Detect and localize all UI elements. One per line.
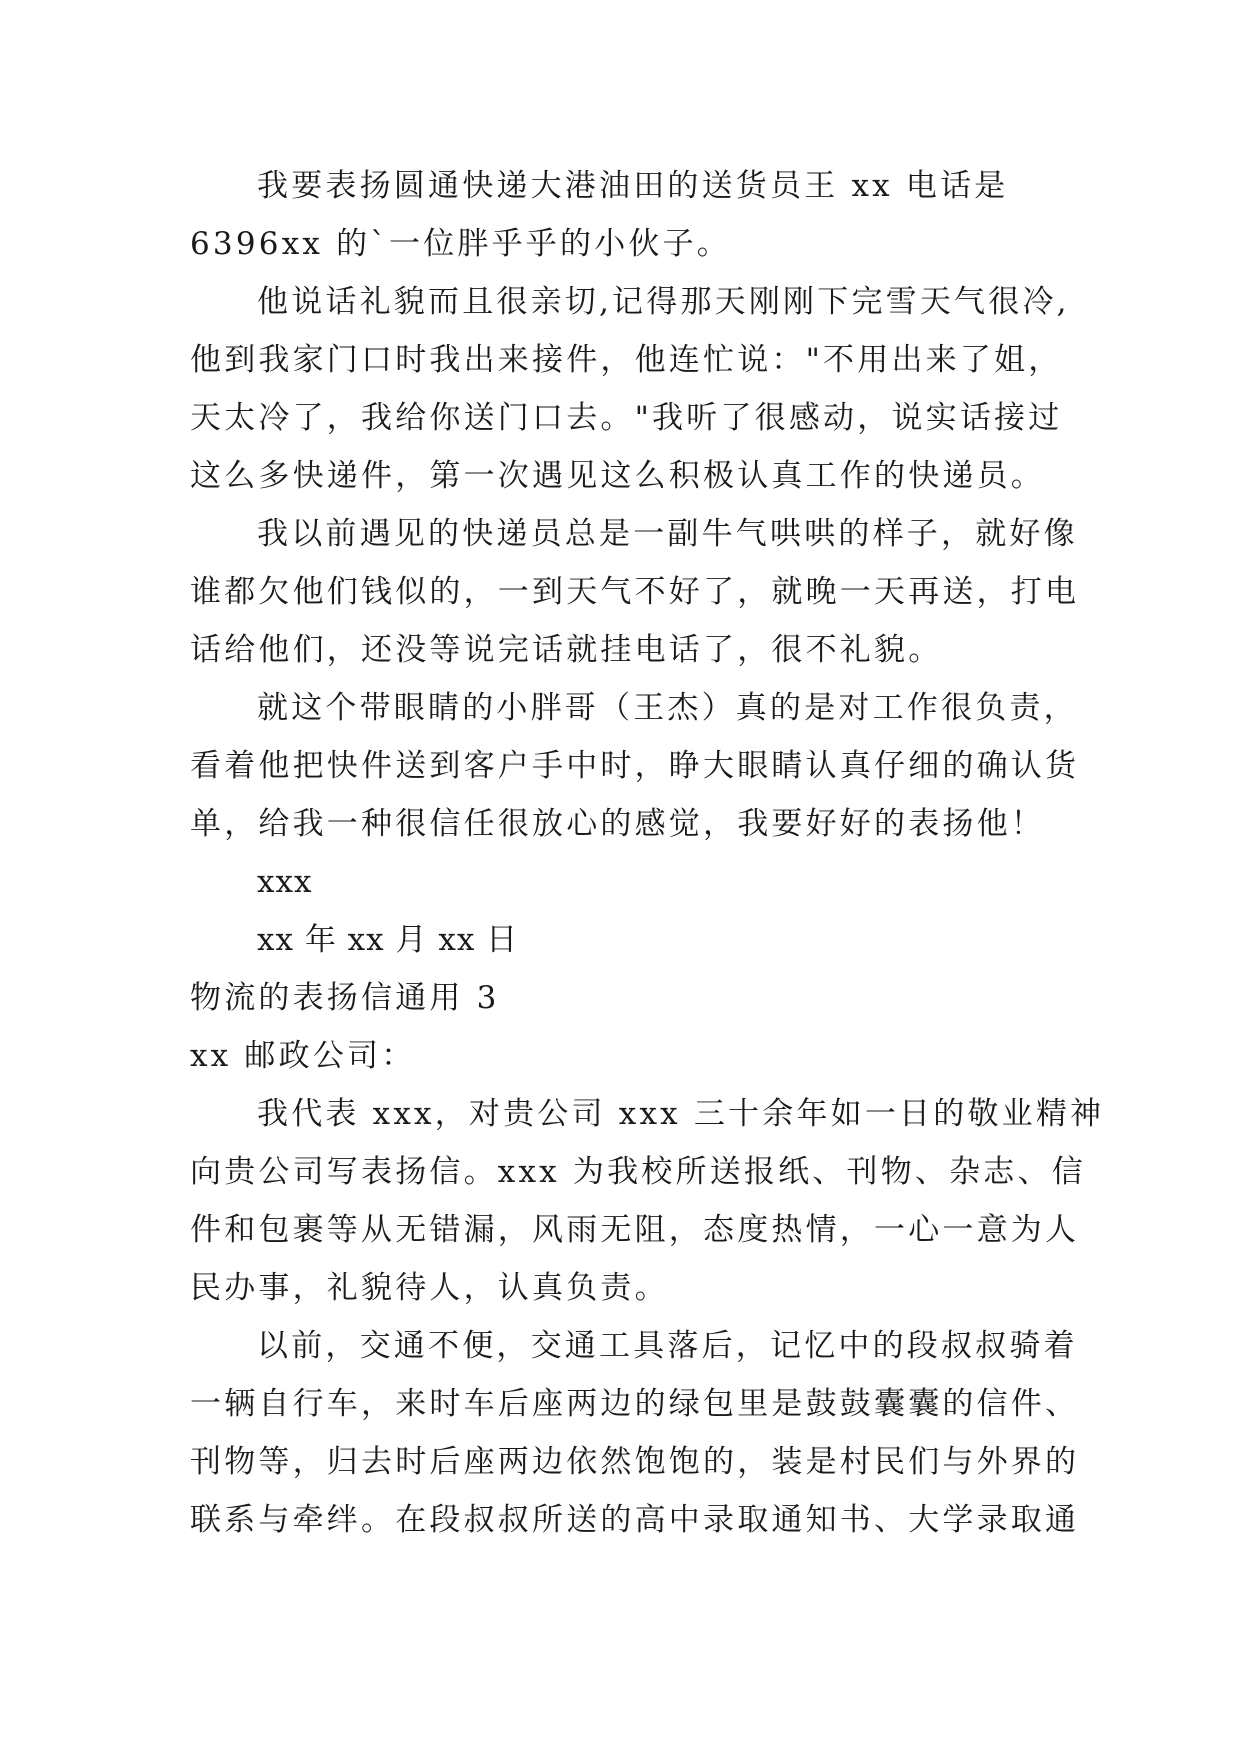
paragraph-line: 我代表 xxx，对贵公司 xxx 三十余年如一日的敬业精神 <box>257 1096 1105 1132</box>
section-title: 物流的表扬信通用 3 <box>190 980 500 1016</box>
paragraph-line: 天太冷了，我给你送门口去。"我听了很感动，说实话接过 <box>190 400 1063 436</box>
paragraph-line: 联系与牵绊。在段叔叔所送的高中录取通知书、大学录取通 <box>190 1502 1080 1538</box>
paragraph-line: 谁都欠他们钱似的，一到天气不好了，就晚一天再送，打电 <box>190 574 1080 610</box>
paragraph-line: 就这个带眼睛的小胖哥（王杰）真的是对工作很负责， <box>257 690 1078 726</box>
paragraph-line: 一辆自行车，来时车后座两边的绿包里是鼓鼓囊囊的信件、 <box>190 1386 1080 1422</box>
paragraph-line: 以前，交通不便，交通工具落后，记忆中的段叔叔骑着 <box>257 1328 1078 1364</box>
paragraph-line: 我以前遇见的快递员总是一副牛气哄哄的样子，就好像 <box>257 516 1078 552</box>
paragraph-line: 看着他把快件送到客户手中时，睁大眼睛认真仔细的确认货 <box>190 748 1080 784</box>
signature-name: xxx <box>257 864 313 900</box>
paragraph-line: 刊物等，归去时后座两边依然饱饱的，装是村民们与外界的 <box>190 1444 1080 1480</box>
paragraph-line: 他到我家门口时我出来接件，他连忙说："不用出来了姐， <box>190 342 1063 378</box>
paragraph-line: 他说话礼貌而且很亲切,记得那天刚刚下完雪天气很冷, <box>257 284 1070 320</box>
paragraph-line: 民办事，礼貌待人，认真负责。 <box>190 1270 669 1306</box>
paragraph-line: 6396xx 的`一位胖乎乎的小伙子。 <box>190 226 732 262</box>
paragraph-line: 这么多快递件，第一次遇见这么积极认真工作的快递员。 <box>190 458 1045 494</box>
paragraph-line: 单，给我一种很信任很放心的感觉，我要好好的表扬他！ <box>190 806 1045 842</box>
paragraph-line: 向贵公司写表扬信。xxx 为我校所送报纸、刊物、杂志、信 <box>190 1154 1086 1190</box>
paragraph-line: 我要表扬圆通快递大港油田的送货员王 xx 电话是 <box>257 168 1009 204</box>
signature-date: xx 年 xx 月 xx 日 <box>257 922 519 958</box>
paragraph-line: 话给他们，还没等说完话就挂电话了，很不礼貌。 <box>190 632 943 668</box>
salutation: xx 邮政公司： <box>190 1038 416 1074</box>
paragraph-line: 件和包裹等从无错漏，风雨无阻，态度热情，一心一意为人 <box>190 1212 1080 1248</box>
